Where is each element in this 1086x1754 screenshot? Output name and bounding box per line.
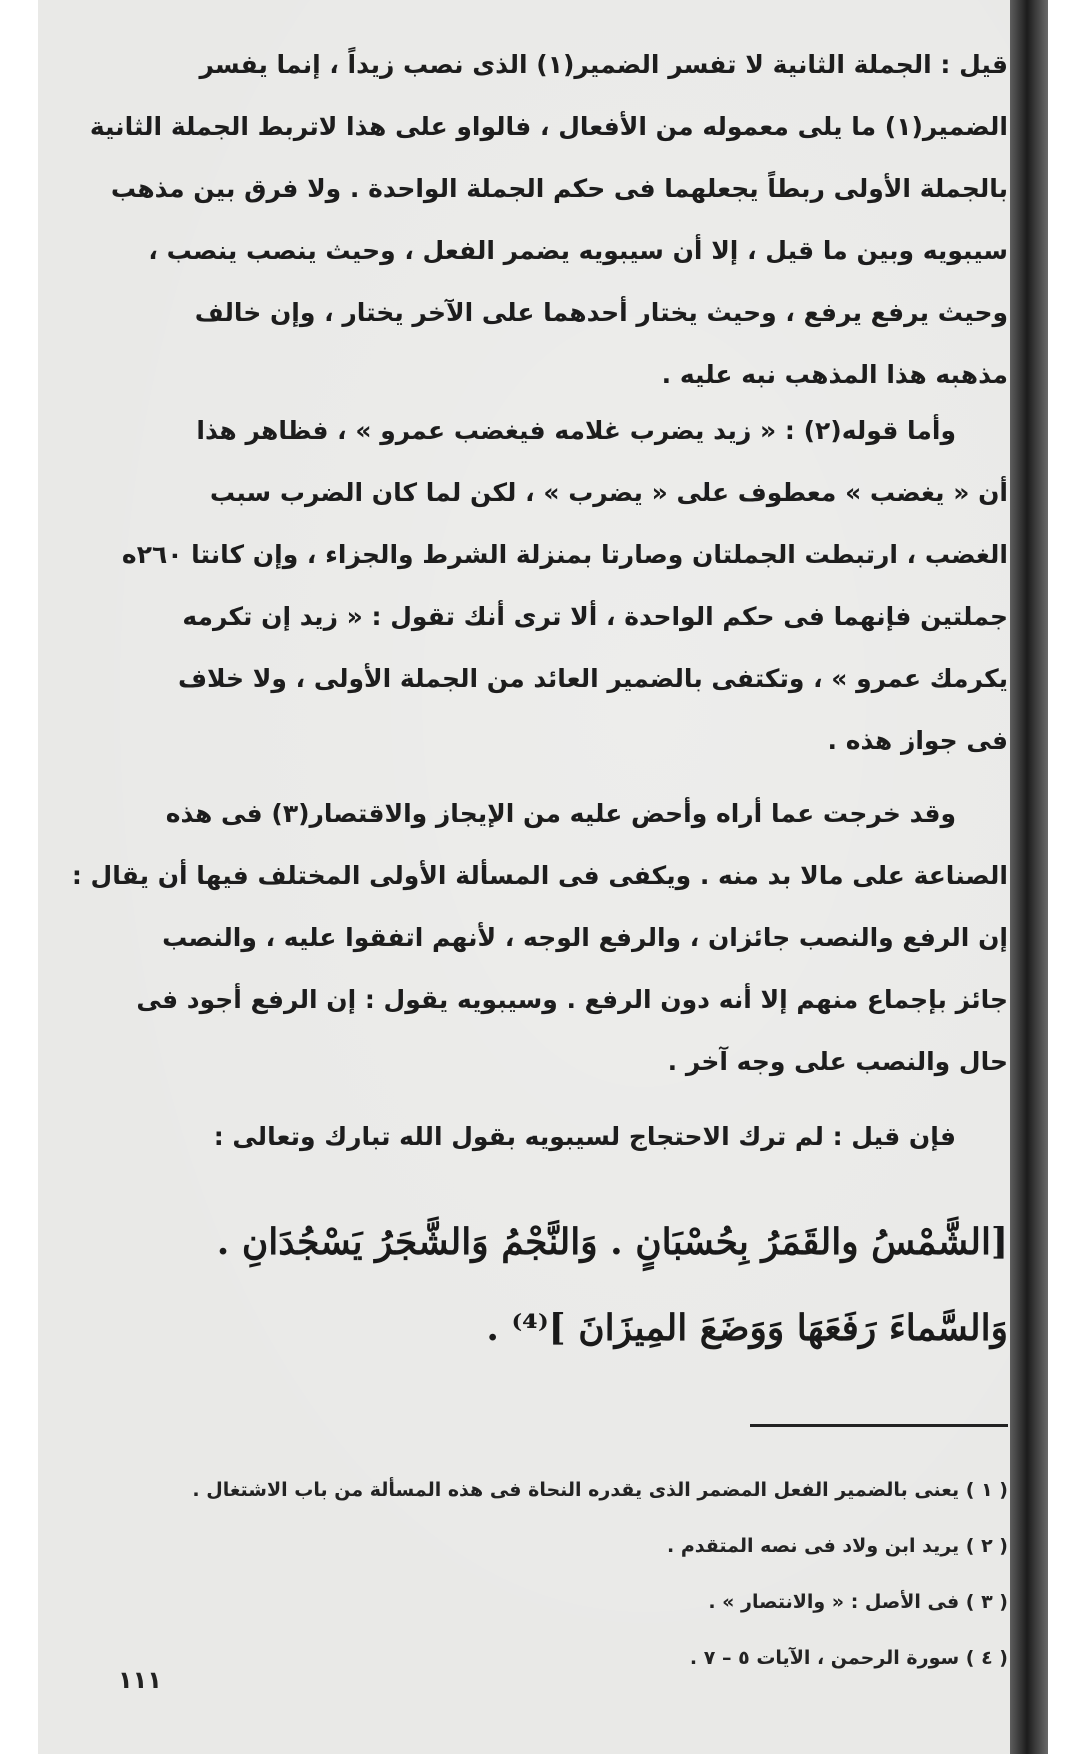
text-line: جملتين فإنهما فى حكم الواحدة ، ألا ترى أنك تقول : « زيد إن تكرمه bbox=[182, 602, 1008, 631]
left-margin bbox=[0, 0, 38, 1754]
page-number: ١١١ bbox=[118, 1666, 162, 1694]
paragraph-3 bbox=[66, 783, 1008, 1093]
text-line: وقد خرجت عما أراه وأحض عليه من الإيجاز والاقتصار(٣) فى هذه bbox=[165, 799, 956, 828]
paragraph-2 bbox=[66, 400, 1008, 772]
text-line: جائز بإجماع منهم إلا أنه دون الرفع . وسيبويه يقول : إن الرفع أجود فى bbox=[136, 985, 1008, 1014]
quran-verse bbox=[60, 1199, 1008, 1371]
paragraph-4 bbox=[66, 1106, 1008, 1168]
text-line: وحيث يرفع يرفع ، وحيث يختار أحدهما على الآخر يختار ، وإن خالف bbox=[194, 298, 1008, 327]
text-line: الضمير(١) ما يلى معموله من الأفعال ، فالواو على هذا لاتربط الجملة الثانية bbox=[89, 112, 1008, 141]
text-line: أن « يغضب » معطوف على « يضرب » ، لكن لما كان الضرب سبب bbox=[209, 478, 1008, 507]
verse-line: [الشَّمْسُ والقَمَرُ بِحُسْبَانٍ . وَالنَّجْمُ وَالشَّجَرُ يَسْجُدَانِ . bbox=[216, 1221, 1008, 1263]
text-line: بالجملة الأولى ربطاً يجعلهما فى حكم الجملة الواحدة . ولا فرق بين مذهب bbox=[110, 174, 1008, 203]
text-line: مذهبه هذا المذهب نبه عليه . bbox=[661, 360, 1008, 389]
text-line: الغضب ، ارتبطت الجملتان وصارتا بمنزلة الشرط والجزاء ، وإن كانتا ٢٦٠ه bbox=[121, 540, 1008, 569]
text-line: يكرمك عمرو » ، وتكتفى بالضمير العائد من الجملة الأولى ، ولا خلاف bbox=[178, 664, 1008, 693]
footnote: ( ١ ) يعنى بالضمير الفعل المضمر الذى يقدره النحاة فى هذه المسألة من باب الاشتغال . bbox=[192, 1479, 1008, 1501]
text-line: وأما قوله(٢) : « زيد يضرب غلامه فيغضب عمرو » ، فظاهر هذا bbox=[196, 416, 956, 445]
footnote: ( ٤ ) سورة الرحمن ، الآيات ٥ – ٧ . bbox=[689, 1647, 1008, 1669]
footnote-divider bbox=[750, 1424, 1008, 1427]
text-line: حال والنصب على وجه آخر . bbox=[667, 1047, 1008, 1076]
text-line: فى جواز هذه . bbox=[827, 726, 1008, 755]
text-line: قيل : الجملة الثانية لا تفسر الضمير(١) الذى نصب زيداً ، إنما يفسر bbox=[199, 50, 1008, 79]
text-line: سيبويه وبين ما قيل ، إلا أن سيبويه يضمر الفعل ، وحيث ينصب ينصب ، bbox=[148, 236, 1008, 265]
text-line: فإن قيل : لم ترك الاحتجاج لسيبويه بقول الله تبارك وتعالى : bbox=[213, 1122, 956, 1151]
paragraph-1 bbox=[66, 34, 1008, 406]
footnotes bbox=[66, 1462, 1008, 1686]
footnote: ( ٣ ) فى الأصل : « والانتصار » . bbox=[708, 1591, 1008, 1613]
verse-line: وَالسَّماءَ رَفَعَهَا وَوَضَعَ المِيزَانَ ]⁽⁴⁾ . bbox=[486, 1307, 1008, 1349]
footnote: ( ٢ ) يريد ابن ولاد فى نصه المتقدم . bbox=[666, 1535, 1008, 1557]
text-line: إن الرفع والنصب جائزان ، والرفع الوجه ، لأنهم اتفقوا عليه ، والنصب bbox=[162, 923, 1008, 952]
text-line: الصناعة على مالا بد منه . ويكفى فى المسألة الأولى المختلف فيها أن يقال : bbox=[71, 861, 1008, 890]
book-binding-shadow bbox=[1010, 0, 1048, 1754]
